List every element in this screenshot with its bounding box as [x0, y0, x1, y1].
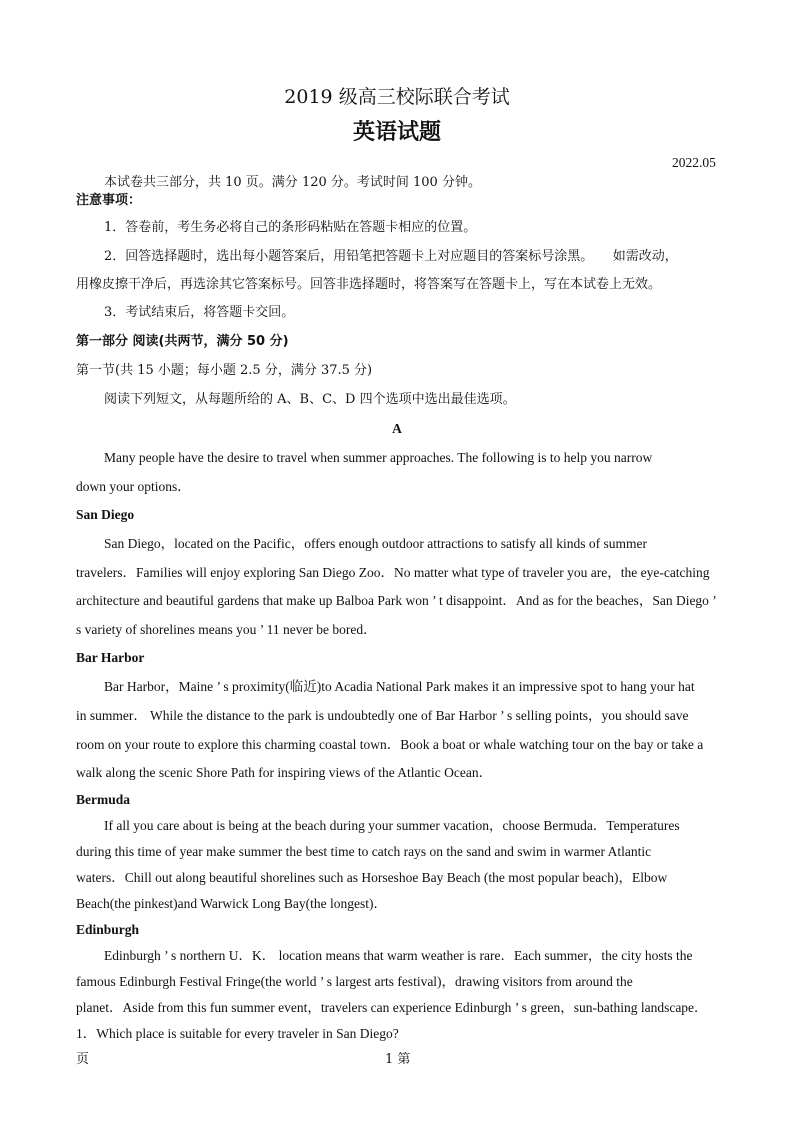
bermuda-line-4: Beach(the pinkest)and Warwick Long Bay(the longest)． — [76, 896, 387, 911]
bar-harbor-line-2: in summer． While the distance to the park is undoubtedly one of Bar Harbor ’ s selling points，you should save — [76, 708, 689, 723]
notes-heading: 注意事项： — [76, 193, 142, 208]
bar-harbor-heading: Bar Harbor — [76, 650, 145, 665]
note-2-line-1: 2．回答选择题时，选出每小题答案后，用铅笔把答题卡上对应题目的答案标号涂黑。 如需改动， — [104, 249, 678, 264]
edinburgh-heading: Edinburgh — [76, 922, 140, 937]
section-1-heading: 第一节(共 15 小题；每小题 2.5 分，满分 37.5 分) — [76, 363, 373, 378]
san-diego-line-4: s variety of shorelines means you ’ 11 never be bored． — [76, 622, 377, 637]
footer-page-label: 页 — [76, 1052, 90, 1067]
reading-instructions: 阅读下列短文，从每题所给的 A、B、C、D 四个选项中选出最佳选项。 — [104, 392, 516, 407]
san-diego-line-1: San Diego，located on the Pacific，offers enough outdoor attractions to satisfy all kinds of summer — [104, 536, 648, 551]
bermuda-heading: Bermuda — [76, 792, 130, 807]
exam-date: 2022.05 — [672, 155, 716, 170]
san-diego-line-3: architecture and beautiful gardens that make up Balboa Park won ’ t disappoint．And as for the beaches，San Diego ’ — [76, 593, 717, 608]
passage-intro-line-2: down your options． — [76, 479, 191, 494]
exam-title: 2019 级高三校际联合考试 — [284, 86, 510, 108]
passage-intro-line-1: Many people have the desire to travel when summer approaches. The following is to help you narrow — [104, 450, 653, 465]
bar-harbor-line-4: walk along the scenic Shore Path for inspiring views of the Atlantic Ocean． — [76, 765, 493, 780]
bar-harbor-line-1: Bar Harbor，Maine ’ s proximity(临近)to Acadia National Park makes it an impressive spot to hang your hat — [104, 679, 695, 694]
san-diego-line-2: travelers．Families will enjoy exploring San Diego Zoo．No matter what type of traveler you are，the eye-catching — [76, 565, 710, 580]
edinburgh-line-1: Edinburgh ’ s northern U．K． location means that warm weather is rare．Each summer，the city hosts the — [104, 948, 693, 963]
footer-page-number: 1 第 — [385, 1052, 411, 1067]
bermuda-line-1: If all you care about is being at the beach during your summer vacation，choose Bermuda．Temperatures — [104, 818, 680, 833]
bermuda-line-3: waters．Chill out along beautiful shorelines such as Horseshoe Bay Beach (the most popular beach)，Elbow — [76, 870, 668, 885]
edinburgh-line-2: famous Edinburgh Festival Fringe(the world ’ s largest arts festival)，drawing visitors from around the — [76, 974, 633, 989]
exam-summary: 本试卷共三部分，共 10 页。满分 120 分。考试时间 100 分钟。 — [104, 175, 481, 190]
san-diego-heading: San Diego — [76, 507, 135, 522]
note-3: 3．考试结束后，将答题卡交回。 — [104, 305, 295, 320]
question-1: 1．Which place is suitable for every traveler in San Diego? — [76, 1026, 399, 1041]
subject-title: 英语试题 — [352, 120, 441, 145]
edinburgh-line-3: planet．Aside from this fun summer event，travelers can experience Edinburgh ’ s green，sun-bathing landscape． — [76, 1000, 708, 1015]
passage-label: A — [392, 421, 402, 436]
bermuda-line-2: during this time of year make summer the best time to catch rays on the sand and swim in warmer Atlantic — [76, 844, 652, 859]
note-2-line-2: 用橡皮擦干净后，再选涂其它答案标号。回答非选择题时，将答案写在答题卡上，写在本试卷上无效。 — [76, 277, 662, 292]
note-1: 1．答卷前，考生务必将自己的条形码粘贴在答题卡相应的位置。 — [104, 220, 477, 235]
part-1-heading: 第一部分 阅读(共两节，满分 50 分) — [76, 334, 289, 349]
bar-harbor-line-3: room on your route to explore this charming coastal town．Book a boat or whale watching tour on the bay or take a — [76, 737, 704, 752]
